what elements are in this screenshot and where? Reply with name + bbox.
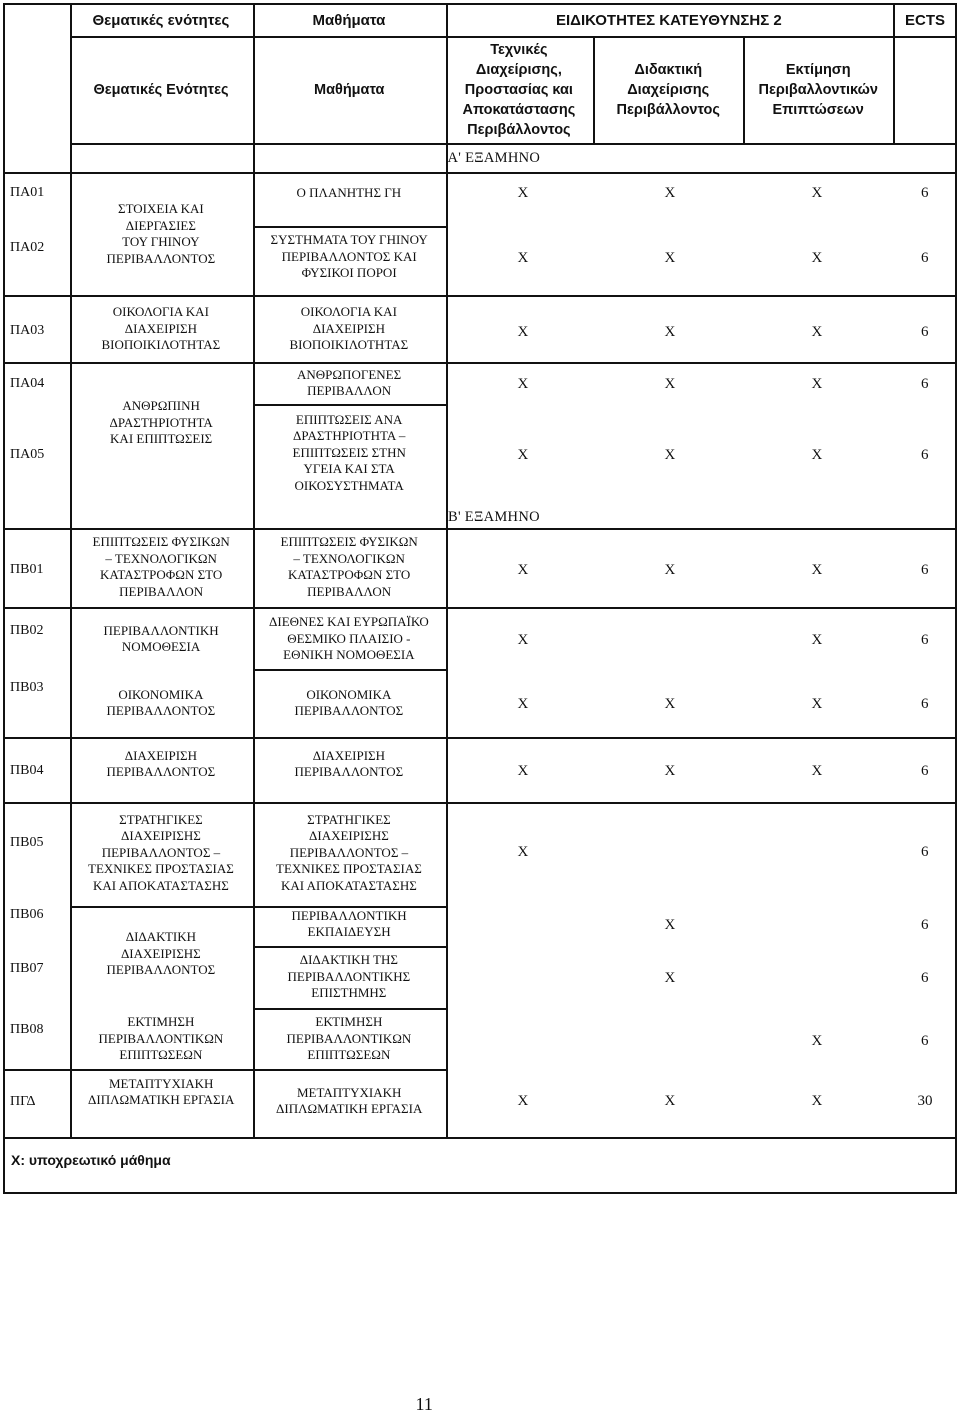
semester-b-label: Β' ΕΞΑΜΗΝΟ: [448, 508, 540, 525]
ects-value: 6: [921, 323, 929, 340]
thematic-unit-line: ΟΙΚΟΝΟΜΙΚΑ: [118, 686, 204, 702]
course-code: ΠΒ08: [10, 1022, 44, 1037]
table-rule: [253, 3, 255, 1137]
table-rule: [893, 3, 895, 143]
table-rule: [593, 36, 595, 143]
ects-value: 6: [921, 631, 929, 648]
course-code: ΠΓΔ: [10, 1094, 36, 1109]
course-code: ΠΒ05: [10, 835, 44, 850]
course-title-line: ΟΙΚΟΛΟΓΙΑ ΚΑΙ: [300, 304, 397, 319]
mandatory-mark: Χ: [517, 249, 529, 266]
course-title-line: ΠΕΡΙΒΑΛΛΟΝ: [307, 583, 392, 599]
thematic-unit: [99, 1014, 224, 1064]
thematic-unit-line: ΕΚΤΙΜΗΣΗ: [127, 1014, 195, 1029]
course-title-line: ΕΘΝΙΚΗ ΝΟΜΟΘΕΣΙΑ: [283, 647, 415, 662]
table-rule: [70, 36, 957, 38]
ects-value: 6: [921, 446, 929, 463]
mandatory-mark: Χ: [517, 323, 529, 340]
course-title-line: ΕΠΙΠΤΩΣΕΙΣ ΣΤΗΝ: [292, 444, 406, 460]
course-title-line: ΟΙΚΟΝΟΜΙΚΑ: [306, 686, 392, 702]
ects-value: 30: [917, 1092, 933, 1109]
thematic-unit-line: ΔΙΑΧΕΙΡΙΣΗ: [124, 747, 197, 763]
mandatory-mark: Χ: [664, 184, 676, 201]
subheader-specialty-protection-line: Αποκατάστασης: [462, 102, 576, 118]
thematic-unit: [107, 748, 216, 781]
subheader-specialty-impact-line: Επιπτώσεων: [772, 102, 864, 118]
course-code: ΠΒ06: [10, 907, 44, 922]
course-title-line: ΠΕΡΙΒΑΛΛΟΝΤΟΣ –: [289, 844, 409, 860]
mandatory-mark: Χ: [517, 762, 529, 779]
mandatory-mark: Χ: [517, 1092, 529, 1109]
course-title: [276, 812, 422, 895]
mandatory-mark: Χ: [664, 916, 676, 933]
course-title-line: ΕΚΤΙΜΗΣΗ: [315, 1014, 383, 1029]
table-rule: [253, 1008, 446, 1010]
ects-value: 6: [921, 561, 929, 578]
mandatory-mark: Χ: [811, 446, 823, 463]
mandatory-mark: Χ: [517, 446, 529, 463]
subheader-specialty-protection: [463, 40, 576, 140]
course-title-line: ΕΠΙΠΤΩΣΕΙΣ ΑΝΑ: [295, 411, 403, 427]
thematic-unit-line: ΠΕΡΙΒΑΛΛΟΝΤΙΚΩΝ: [98, 1030, 224, 1046]
course-title-line: ΕΠΙΠΤΩΣΕΩΝ: [307, 1047, 391, 1062]
table-rule: [955, 3, 957, 1193]
course-title: [281, 534, 418, 600]
course-title: [276, 1085, 422, 1118]
course-title-line: ΔΙΑΧΕΙΡΙΣΗ: [312, 320, 385, 336]
mandatory-mark: Χ: [517, 184, 529, 201]
thematic-unit-line: – ΤΕΧΝΟΛΟΓΙΚΩΝ: [105, 550, 217, 566]
mandatory-mark: Χ: [664, 375, 676, 392]
thematic-unit: [104, 623, 219, 656]
thematic-unit-line: ΒΙΟΠΟΙΚΙΛΟΤΗΤΑΣ: [101, 337, 221, 352]
mandatory-mark: Χ: [811, 762, 823, 779]
thematic-unit-line: ΠΕΡΙΒΑΛΛΟΝ: [119, 583, 204, 599]
table-rule: [253, 669, 446, 671]
mandatory-mark: Χ: [517, 843, 529, 860]
thematic-unit-line: ΠΕΡΙΒΑΛΛΟΝΤΟΣ: [106, 764, 216, 779]
table-rule: [3, 172, 957, 174]
subheader-courses: Μαθήματα: [314, 82, 385, 98]
mandatory-mark: Χ: [811, 1092, 823, 1109]
mandatory-mark: Χ: [664, 446, 676, 463]
table-rule: [3, 802, 957, 804]
thematic-unit: [88, 1076, 234, 1109]
thematic-unit-line: ΔΡΑΣΤΗΡΙΟΤΗΤΑ: [109, 414, 213, 430]
ects-value: 6: [921, 762, 929, 779]
course-title-line: ΚΑΤΑΣΤΡΟΦΩΝ ΣΤΟ: [288, 567, 411, 582]
mandatory-mark: Χ: [811, 561, 823, 578]
subheader-specialty-impact-line: Περιβαλλοντικών: [758, 82, 878, 98]
mandatory-mark: Χ: [517, 375, 529, 392]
course-code: ΠΒ01: [10, 562, 44, 577]
course-title: [290, 304, 409, 354]
course-title-line: ΘΕΣΜΙΚΟ ΠΛΑΙΣΙΟ -: [287, 630, 411, 646]
table-rule: [70, 3, 72, 1137]
thematic-unit: [93, 534, 230, 600]
mandatory-mark: Χ: [664, 1092, 676, 1109]
table-rule: [3, 528, 957, 530]
mandatory-mark: Χ: [811, 695, 823, 712]
course-title-line: ΕΚΠΑΙΔΕΥΣΗ: [307, 924, 391, 939]
course-title-line: ΔΙΔΑΚΤΙΚΗ ΤΗΣ: [299, 952, 398, 967]
thematic-unit-line: ΠΕΡΙΒΑΛΛΟΝΤΟΣ: [106, 962, 216, 977]
mandatory-mark: Χ: [664, 249, 676, 266]
table-rule: [253, 404, 446, 406]
thematic-unit-line: ΣΤΟΙΧΕΙΑ ΚΑΙ: [118, 201, 204, 216]
thematic-unit-line: ΚΑΤΑΣΤΡΟΦΩΝ ΣΤΟ: [100, 567, 223, 582]
ects-value: 6: [921, 375, 929, 392]
mandatory-mark: Χ: [664, 695, 676, 712]
subheader-specialty-protection-line: Διαχείρισης,: [475, 62, 562, 78]
course-title: [269, 614, 429, 664]
subheader-thematic-units: Θεματικές Ενότητες: [93, 82, 229, 98]
subheader-specialty-protection-line: Περιβάλλοντος: [467, 122, 571, 138]
thematic-unit: [107, 687, 216, 720]
thematic-unit-line: ΤΟΥ ΓΗΙΝΟΥ: [122, 234, 200, 249]
course-code: ΠΒ03: [10, 680, 44, 695]
course-title: [271, 232, 428, 282]
ects-value: 6: [921, 843, 929, 860]
header-courses: Μαθήματα: [312, 11, 386, 29]
table-rule: [253, 946, 446, 948]
subheader-specialty-didactics-line: Διδακτική: [634, 62, 703, 78]
ects-value: 6: [921, 695, 929, 712]
mandatory-mark: Χ: [811, 249, 823, 266]
course-title-line: ΠΕΡΙΒΑΛΛΟΝΤΟΣ: [294, 703, 404, 718]
course-title-line: ΕΠΙΣΤΗΜΗΣ: [311, 985, 387, 1000]
course-code: ΠΑ05: [10, 447, 45, 462]
course-title-line: ΟΙΚΟΣΥΣΤΗΜΑΤΑ: [294, 477, 404, 493]
course-title: [297, 185, 402, 202]
course-title: [297, 367, 401, 400]
subheader-specialty-didactics-line: Περιβάλλοντος: [616, 102, 720, 118]
mandatory-mark: Χ: [664, 762, 676, 779]
course-code: ΠΑ01: [10, 185, 45, 200]
table-rule: [3, 3, 957, 5]
thematic-unit-line: ΕΠΙΠΤΩΣΕΩΝ: [119, 1047, 203, 1062]
course-title-line: ΔΡΑΣΤΗΡΙΟΤΗΤΑ –: [293, 428, 406, 443]
course-title: [292, 908, 407, 941]
course-title-line: ΠΕΡΙΒΑΛΛΟΝΤΙΚΗΣ: [287, 968, 411, 984]
course-title-line: ΕΠΙΠΤΩΣΕΙΣ ΦΥΣΙΚΩΝ: [280, 534, 418, 549]
course-title-line: ΔΙΑΧΕΙΡΙΣΗ: [312, 747, 385, 763]
table-rule: [3, 1192, 957, 1194]
thematic-unit-line: ΣΤΡΑΤΗΓΙΚΕΣ: [119, 811, 203, 827]
semester-a-label: Α' ΕΞΑΜΗΝΟ: [447, 149, 541, 166]
page-number: 11: [415, 1393, 433, 1414]
thematic-unit-line: ΔΙΔΑΚΤΙΚΗ: [125, 929, 197, 944]
thematic-unit-line: ΝΟΜΟΘΕΣΙΑ: [121, 639, 201, 654]
thematic-unit-line: ΚΑΙ ΑΠΟΚΑΤΑΣΤΑΣΗΣ: [93, 877, 229, 893]
subheader-specialty-didactics: [617, 60, 720, 120]
thematic-unit-line: ΜΕΤΑΠΤΥΧΙΑΚΗ: [108, 1075, 214, 1091]
thematic-unit: [107, 929, 216, 979]
course-title-line: ΠΕΡΙΒΑΛΛΟΝΤΟΣ ΚΑΙ: [281, 248, 417, 264]
course-title-line: ΠΕΡΙΒΑΛΛΟΝΤΙΚΩΝ: [286, 1030, 412, 1046]
thematic-unit-line: ΔΙΕΡΓΑΣΙΕΣ: [125, 217, 196, 233]
thematic-unit-line: ΠΕΡΙΒΑΛΛΟΝΤΟΣ: [106, 703, 216, 718]
ects-value: 6: [921, 969, 929, 986]
course-title-line: ΣΤΡΑΤΗΓΙΚΕΣ: [307, 811, 391, 827]
course-code: ΠΑ04: [10, 376, 45, 391]
course-title-line: ΒΙΟΠΟΙΚΙΛΟΤΗΤΑΣ: [289, 337, 409, 352]
table-rule: [3, 607, 957, 609]
table-rule: [3, 3, 5, 1193]
course-title-line: ΔΙΑΧΕΙΡΙΣΗΣ: [309, 828, 389, 843]
course-code: ΠΒ04: [10, 763, 44, 778]
thematic-unit: [107, 201, 216, 267]
course-title-line: ΥΓΕΙΑ ΚΑΙ ΣΤΑ: [303, 461, 395, 476]
course-title-line: ΠΕΡΙΒΑΛΛΟΝ: [307, 383, 392, 398]
mandatory-mark: Χ: [811, 631, 823, 648]
course-code: ΠΑ03: [10, 323, 45, 338]
thematic-unit-line: ΔΙΑΧΕΙΡΙΣΗΣ: [120, 945, 201, 961]
subheader-specialty-impact: [759, 60, 878, 120]
table-rule: [446, 3, 448, 1137]
thematic-unit-line: ΔΙΑΧΕΙΡΙΣΗ: [124, 320, 197, 336]
course-title: [295, 687, 404, 720]
ects-value: 6: [921, 1032, 929, 1049]
ects-value: 6: [921, 184, 929, 201]
subheader-specialty-protection-line: Προστασίας και: [464, 82, 573, 98]
table-rule: [743, 36, 745, 143]
course-title-line: ΔΙΕΘΝΕΣ ΚΑΙ ΕΥΡΩΠΑΪΚΟ: [269, 614, 429, 629]
header-ects: ECTS: [905, 11, 946, 29]
thematic-unit-line: ΟΙΚΟΛΟΓΙΑ ΚΑΙ: [112, 304, 209, 319]
course-title-line: ΚΑΙ ΑΠΟΚΑΤΑΣΤΑΣΗΣ: [281, 877, 417, 893]
course-title: [287, 1014, 412, 1064]
table-rule: [3, 1069, 446, 1071]
course-title: [293, 412, 406, 495]
thematic-unit-line: ΕΠΙΠΤΩΣΕΙΣ ΦΥΣΙΚΩΝ: [92, 534, 230, 549]
course-title-line: ΤΕΧΝΙΚΕΣ ΠΡΟΣΤΑΣΙΑΣ: [276, 861, 422, 876]
course-title-line: – ΤΕΧΝΟΛΟΓΙΚΩΝ: [293, 550, 405, 566]
table-rule: [70, 143, 957, 145]
mandatory-mark: Χ: [664, 561, 676, 578]
header-thematic-units: Θεματικές ενότητες: [92, 11, 230, 29]
ects-value: 6: [921, 916, 929, 933]
mandatory-mark: Χ: [517, 695, 529, 712]
thematic-unit-line: ΠΕΡΙΒΑΛΛΟΝΤΟΣ: [106, 250, 216, 266]
course-code: ΠΒ07: [10, 961, 44, 976]
course-title-line: ΠΕΡΙΒΑΛΛΟΝΤΙΚΗ: [291, 907, 407, 923]
thematic-unit-line: ΔΙΑΧΕΙΡΙΣΗΣ: [121, 828, 201, 843]
table-rule: [3, 737, 957, 739]
thematic-unit-line: ΑΝΘΡΩΠΙΝΗ: [122, 398, 200, 413]
thematic-unit: [110, 398, 213, 448]
mandatory-mark: Χ: [664, 323, 676, 340]
course-title-line: ΑΝΘΡΩΠΟΓΕΝΕΣ: [297, 366, 402, 382]
course-title: [288, 952, 411, 1002]
thematic-unit-line: ΠΕΡΙΒΑΛΛΟΝΤΟΣ –: [101, 844, 221, 860]
table-rule: [3, 1137, 957, 1139]
thematic-unit: [102, 304, 221, 354]
ects-value: 6: [921, 249, 929, 266]
table-rule: [3, 362, 957, 364]
course-title: [295, 748, 404, 781]
table-rule: [253, 226, 446, 228]
thematic-unit: [88, 812, 234, 895]
course-title-line: ΦΥΣΙΚΟΙ ΠΟΡΟΙ: [301, 265, 397, 280]
mandatory-mark: Χ: [811, 323, 823, 340]
mandatory-mark: Χ: [664, 969, 676, 986]
mandatory-mark: Χ: [517, 631, 529, 648]
mandatory-mark: Χ: [517, 561, 529, 578]
thematic-unit-line: ΚΑΙ ΕΠΙΠΤΩΣΕΙΣ: [110, 431, 213, 446]
course-title-line: ΜΕΤΑΠΤΥΧΙΑΚΗ: [296, 1084, 402, 1100]
thematic-unit-line: ΔΙΠΛΩΜΑΤΙΚΗ ΕΡΓΑΣΙΑ: [88, 1092, 235, 1107]
thematic-unit-line: ΠΕΡΙΒΑΛΛΟΝΤΙΚΗ: [103, 622, 219, 638]
header-specialties: ΕΙΔΙΚΟΤΗΤΕΣ ΚΑΤΕΥΘΥΝΣΗΣ 2: [556, 11, 782, 29]
course-title-line: Ο ΠΛΑΝΗΤΗΣ ΓΗ: [296, 184, 402, 200]
course-title-line: ΠΕΡΙΒΑΛΛΟΝΤΟΣ: [294, 764, 404, 779]
mandatory-mark: Χ: [811, 375, 823, 392]
subheader-specialty-protection-line: Τεχνικές: [490, 42, 548, 58]
course-code: ΠΒ02: [10, 623, 44, 638]
thematic-unit-line: ΤΕΧΝΙΚΕΣ ΠΡΟΣΤΑΣΙΑΣ: [88, 861, 234, 876]
subheader-specialty-didactics-line: Διαχείρισης: [627, 82, 710, 98]
mandatory-mark: Χ: [811, 1032, 823, 1049]
course-code: ΠΑ02: [10, 240, 45, 255]
course-title-line: ΔΙΠΛΩΜΑΤΙΚΗ ΕΡΓΑΣΙΑ: [276, 1101, 423, 1116]
legend-mandatory-course: Χ: υποχρεωτικό μάθημα: [11, 1152, 171, 1168]
subheader-specialty-impact-line: Εκτίμηση: [785, 62, 851, 78]
course-title-line: ΣΥΣΤΗΜΑΤΑ ΤΟΥ ΓΗΙΝΟΥ: [270, 232, 428, 247]
table-rule: [3, 295, 957, 297]
mandatory-mark: Χ: [811, 184, 823, 201]
